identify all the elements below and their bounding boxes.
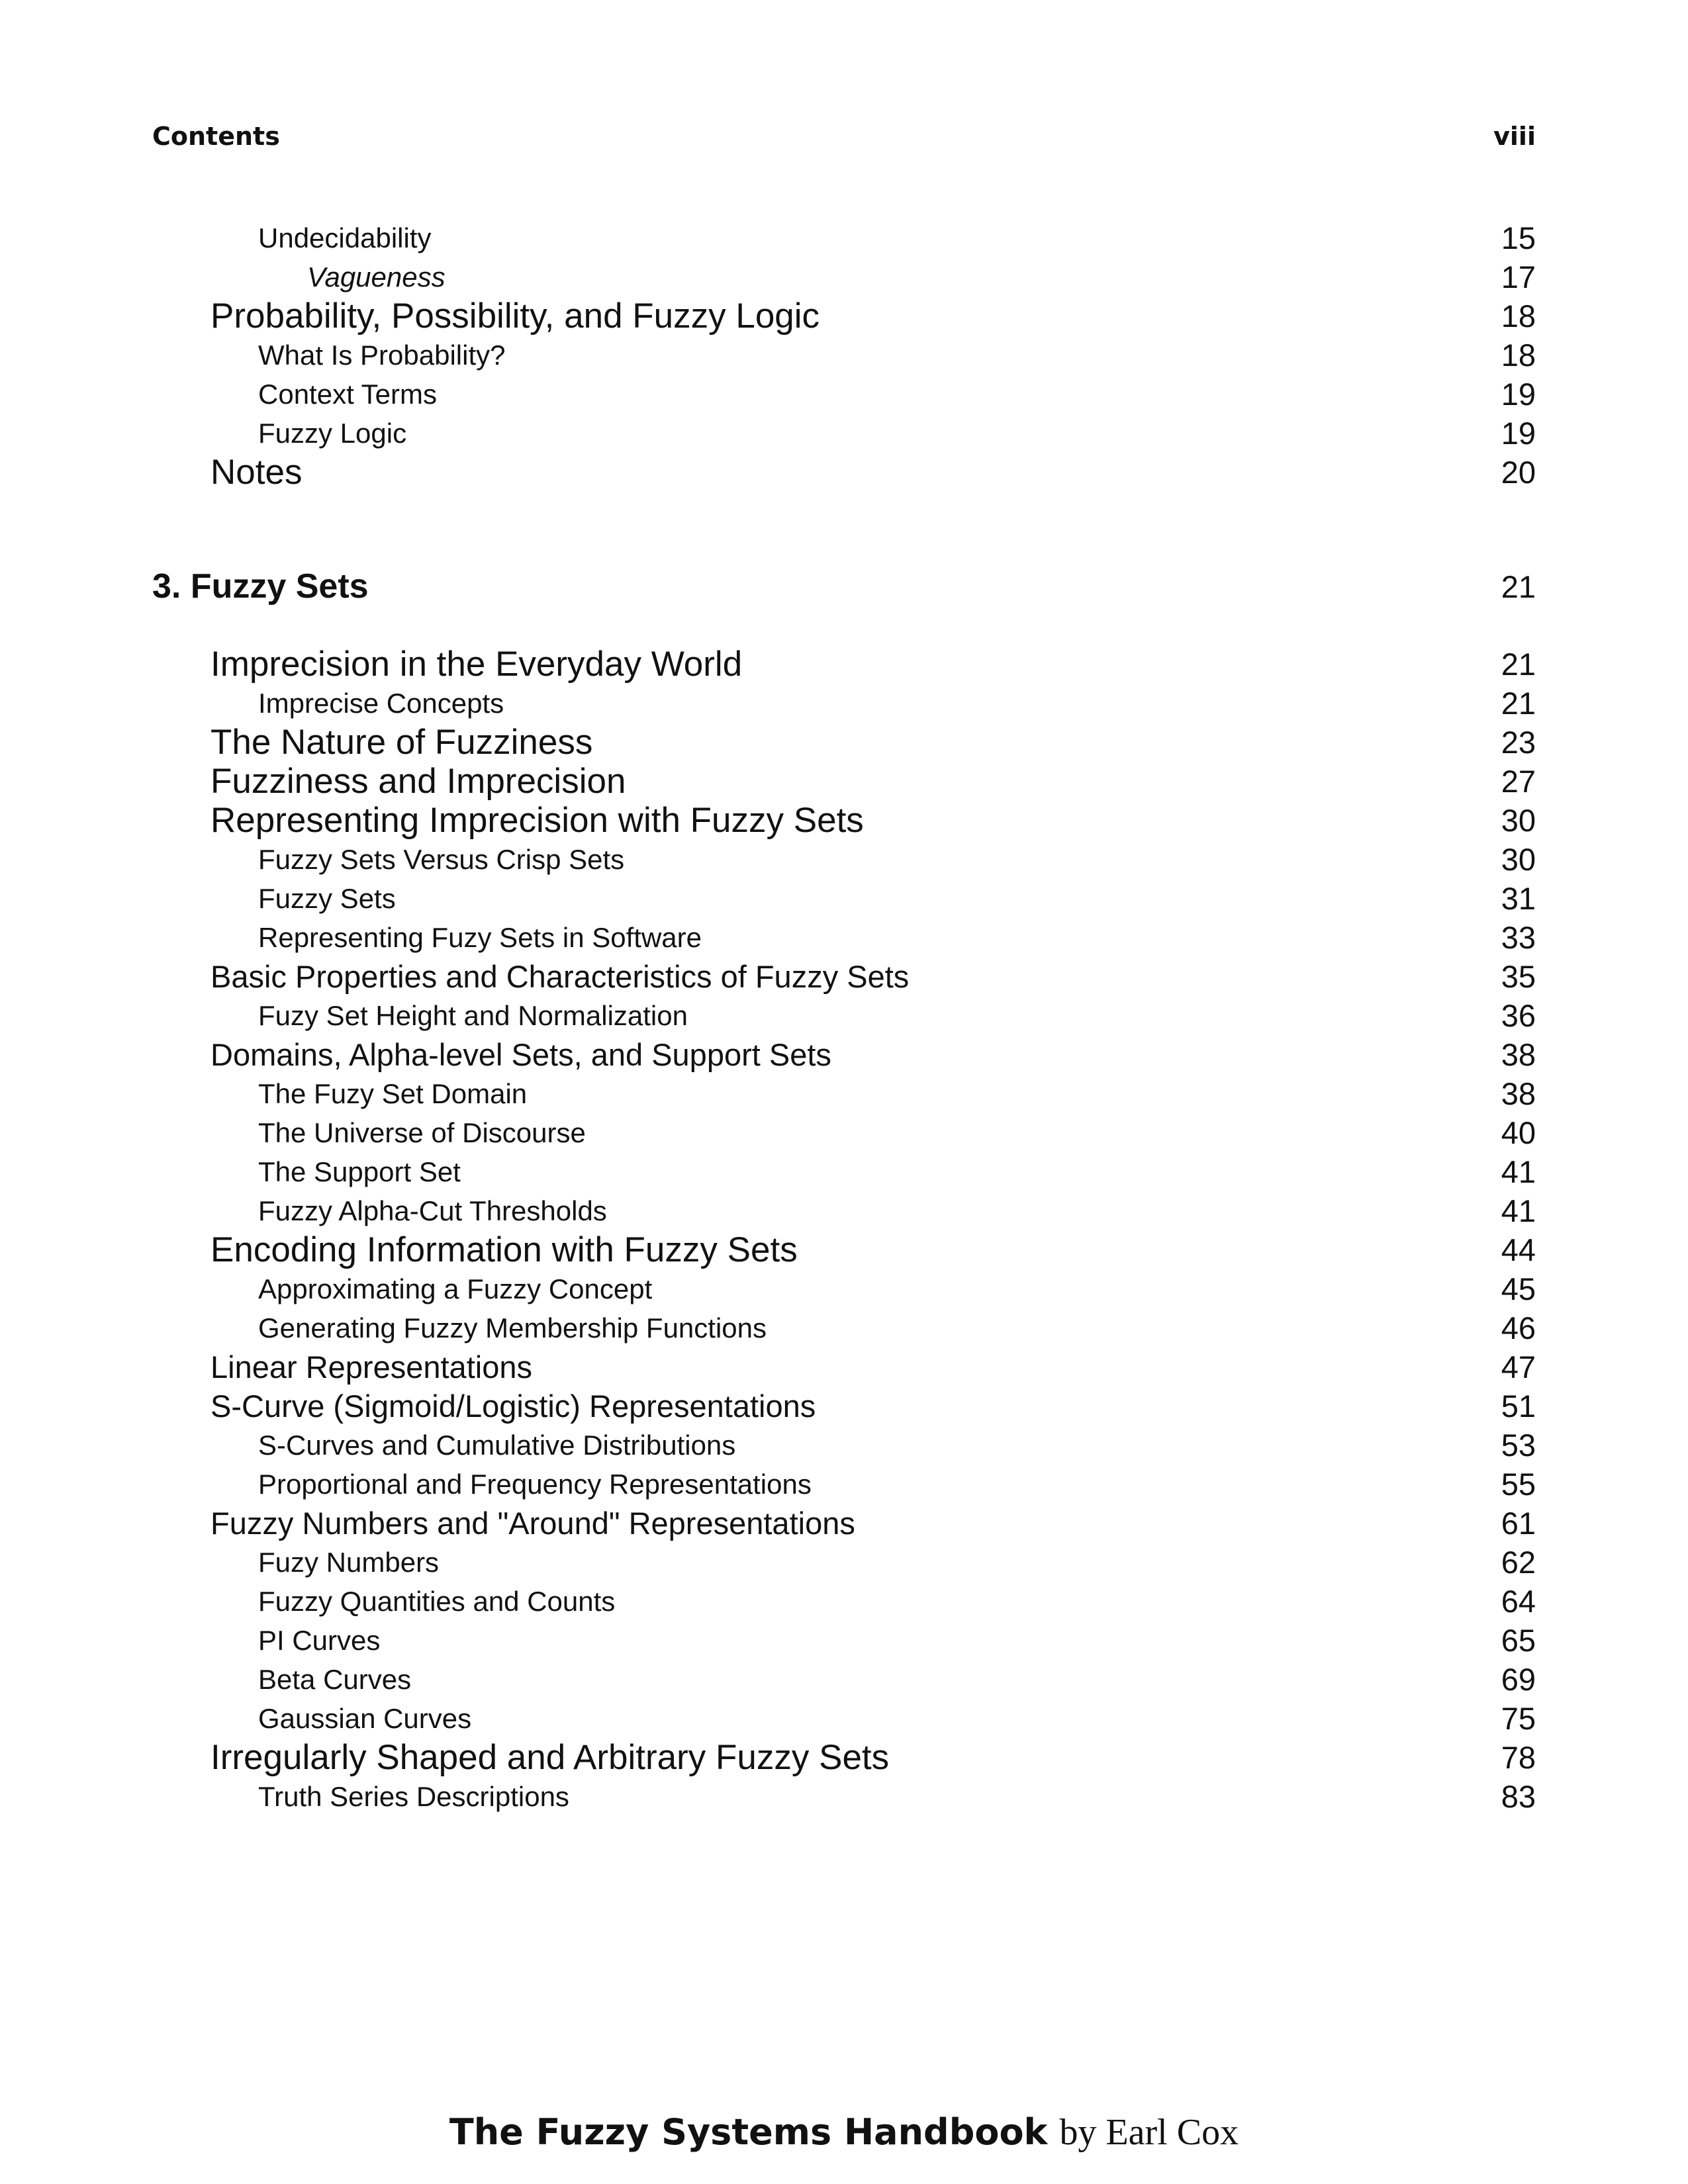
toc-entry-page: 47 bbox=[1501, 1349, 1536, 1385]
toc-entry-title: Proportional and Frequency Representations bbox=[258, 1469, 812, 1500]
toc-entry-title: Generating Fuzzy Membership Functions bbox=[258, 1312, 767, 1343]
toc-entry-page: 30 bbox=[1501, 842, 1536, 877]
toc-entry[interactable] bbox=[152, 957, 1536, 996]
toc-entry-title: The Universe of Discourse bbox=[258, 1117, 586, 1148]
toc-entry[interactable] bbox=[152, 296, 1536, 336]
toc-entry[interactable] bbox=[152, 257, 1536, 296]
page-footer bbox=[0, 2111, 1688, 2154]
footer-book-title: The Fuzzy Systems Handbook bbox=[449, 2111, 1048, 2153]
toc-entry-title: Fuzzy Quantities and Counts bbox=[258, 1586, 616, 1617]
toc-entry-title: Fuzzy Sets Versus Crisp Sets bbox=[258, 844, 625, 875]
toc-entry-page: 21 bbox=[1501, 686, 1536, 721]
toc-entry-page: 23 bbox=[1501, 725, 1536, 760]
toc-entry-page: 62 bbox=[1501, 1545, 1536, 1580]
toc-entry-page: 41 bbox=[1501, 1154, 1536, 1189]
toc-entry[interactable] bbox=[152, 723, 1536, 762]
toc-entry[interactable] bbox=[152, 218, 1536, 257]
toc-entry-page: 55 bbox=[1501, 1467, 1536, 1502]
toc-entry-title: Truth Series Descriptions bbox=[258, 1781, 569, 1812]
toc-entry[interactable] bbox=[152, 1426, 1536, 1465]
toc-entry[interactable] bbox=[152, 1582, 1536, 1621]
toc-entry[interactable] bbox=[152, 1152, 1536, 1191]
toc-entry[interactable] bbox=[152, 1504, 1536, 1543]
toc-entry-page: 19 bbox=[1501, 416, 1536, 451]
toc-entry-page: 21 bbox=[1501, 647, 1536, 682]
toc-entry-page: 33 bbox=[1501, 920, 1536, 955]
toc-entry-page: 18 bbox=[1501, 298, 1536, 334]
toc-entry-title: Fuzzy Sets bbox=[258, 883, 396, 914]
toc-entry-title: Imprecise Concepts bbox=[258, 688, 504, 719]
toc-entry-page: 69 bbox=[1501, 1662, 1536, 1697]
toc-entry-title: Representing Imprecision with Fuzzy Sets bbox=[211, 801, 864, 840]
toc-entry[interactable] bbox=[152, 453, 1536, 492]
toc-entry-title: What Is Probability? bbox=[258, 340, 506, 371]
toc-entry[interactable] bbox=[152, 1699, 1536, 1738]
toc-entry[interactable] bbox=[152, 1738, 1536, 1777]
toc-entry-page: 30 bbox=[1501, 803, 1536, 838]
toc-entry-page: 38 bbox=[1501, 1037, 1536, 1072]
toc-entry-title: PI Curves bbox=[258, 1625, 381, 1656]
toc-entry-title: Context Terms bbox=[258, 379, 437, 410]
toc-entry-page: 20 bbox=[1501, 455, 1536, 490]
toc-entry-title: Fuzzy Numbers and "Around" Representations bbox=[211, 1506, 855, 1541]
toc-entry[interactable] bbox=[152, 1191, 1536, 1230]
toc-entry[interactable] bbox=[152, 840, 1536, 879]
toc-entry-title: S-Curves and Cumulative Distributions bbox=[258, 1430, 736, 1461]
toc-entry-title: Notes bbox=[211, 453, 303, 492]
toc-entry-page: 21 bbox=[1501, 569, 1536, 604]
toc-entry-page: 35 bbox=[1501, 959, 1536, 994]
toc-entry-page: 18 bbox=[1501, 338, 1536, 373]
toc-entry[interactable] bbox=[152, 414, 1536, 453]
toc-entry-title: Basic Properties and Characteristics of Fuzzy Sets bbox=[211, 959, 910, 994]
toc-entry[interactable] bbox=[152, 645, 1536, 684]
toc-entry[interactable] bbox=[152, 1113, 1536, 1152]
toc-entry[interactable] bbox=[152, 375, 1536, 414]
toc-entry[interactable] bbox=[152, 879, 1536, 918]
toc-entry[interactable] bbox=[152, 1347, 1536, 1387]
toc-entry-page: 75 bbox=[1501, 1701, 1536, 1736]
toc-entry-title: Probability, Possibility, and Fuzzy Logic bbox=[211, 296, 820, 336]
toc-entry[interactable] bbox=[152, 996, 1536, 1035]
toc-entry[interactable] bbox=[152, 1308, 1536, 1347]
toc-entry-page: 31 bbox=[1501, 881, 1536, 916]
toc-entry-title: Fuzzy Alpha-Cut Thresholds bbox=[258, 1195, 607, 1226]
toc-entry-title: Undecidability bbox=[258, 222, 432, 253]
toc-entry-title: Imprecision in the Everyday World bbox=[211, 645, 743, 684]
toc-entry-title: The Support Set bbox=[258, 1156, 461, 1187]
toc-entry-page: 27 bbox=[1501, 764, 1536, 799]
toc-entry-page: 46 bbox=[1501, 1310, 1536, 1345]
toc-entry-page: 38 bbox=[1501, 1076, 1536, 1111]
toc-entry-title: S-Curve (Sigmoid/Logistic) Representations bbox=[211, 1388, 816, 1424]
toc-entry[interactable] bbox=[152, 762, 1536, 801]
toc-entry-page: 78 bbox=[1501, 1740, 1536, 1775]
toc-entry-page: 61 bbox=[1501, 1506, 1536, 1541]
toc-entry-title: Fuzziness and Imprecision bbox=[211, 762, 626, 801]
toc-entry-title: Encoding Information with Fuzzy Sets bbox=[211, 1230, 798, 1269]
toc-entry[interactable] bbox=[152, 1621, 1536, 1660]
toc-entry-page: 83 bbox=[1501, 1779, 1536, 1814]
toc-entry[interactable] bbox=[152, 801, 1536, 840]
header-page-number: viii bbox=[1493, 122, 1536, 151]
toc-entry-page: 41 bbox=[1501, 1193, 1536, 1228]
toc-entry-page: 15 bbox=[1501, 220, 1536, 255]
toc-entry-title: Linear Representations bbox=[211, 1349, 532, 1385]
toc-entry[interactable] bbox=[152, 1269, 1536, 1308]
toc-entry[interactable] bbox=[152, 1777, 1536, 1816]
toc-entry-title: Fuzzy Logic bbox=[258, 418, 407, 449]
toc-entry-page: 40 bbox=[1501, 1115, 1536, 1150]
toc-entry-title: Fuzy Numbers bbox=[258, 1547, 440, 1578]
toc-entry[interactable] bbox=[152, 684, 1536, 723]
toc-entry-page: 36 bbox=[1501, 998, 1536, 1033]
toc-entry-page: 51 bbox=[1501, 1388, 1536, 1424]
toc-entry-page: 44 bbox=[1501, 1232, 1536, 1267]
toc-entry-title: Vagueness bbox=[307, 261, 445, 293]
table-of-contents bbox=[152, 218, 1536, 1816]
running-header bbox=[152, 122, 1536, 161]
toc-entry[interactable] bbox=[152, 336, 1536, 375]
header-section-label: Contents bbox=[152, 122, 280, 151]
toc-entry-title: Domains, Alpha-level Sets, and Support Sets bbox=[211, 1037, 831, 1072]
toc-entry[interactable] bbox=[152, 1074, 1536, 1113]
toc-entry[interactable] bbox=[152, 567, 1536, 606]
toc-entry[interactable] bbox=[152, 1387, 1536, 1426]
toc-entry-page: 65 bbox=[1501, 1623, 1536, 1658]
toc-entry-page: 17 bbox=[1501, 259, 1536, 295]
toc-entry[interactable] bbox=[152, 1230, 1536, 1269]
toc-entry[interactable] bbox=[152, 1660, 1536, 1699]
toc-entry-title: Beta Curves bbox=[258, 1664, 412, 1695]
toc-entry-title: Gaussian Curves bbox=[258, 1703, 472, 1734]
footer-author: by Earl Cox bbox=[1059, 2112, 1239, 2153]
toc-entry-title: Approximating a Fuzzy Concept bbox=[258, 1273, 653, 1304]
toc-entry[interactable] bbox=[152, 1465, 1536, 1504]
toc-entry-page: 45 bbox=[1501, 1271, 1536, 1306]
toc-entry-title: Irregularly Shaped and Arbitrary Fuzzy Sets bbox=[211, 1738, 890, 1777]
toc-entry-title: The Nature of Fuzziness bbox=[211, 723, 593, 762]
toc-entry[interactable] bbox=[152, 918, 1536, 957]
toc-entry-page: 53 bbox=[1501, 1428, 1536, 1463]
toc-entry-title: 3. Fuzzy Sets bbox=[152, 567, 369, 606]
toc-entry-title: The Fuzy Set Domain bbox=[258, 1078, 528, 1109]
toc-entry-page: 19 bbox=[1501, 377, 1536, 412]
toc-entry-title: Fuzy Set Height and Normalization bbox=[258, 1000, 688, 1031]
toc-entry[interactable] bbox=[152, 1543, 1536, 1582]
toc-entry-title: Representing Fuzy Sets in Software bbox=[258, 922, 702, 953]
toc-entry-page: 64 bbox=[1501, 1584, 1536, 1619]
toc-entry[interactable] bbox=[152, 1035, 1536, 1074]
